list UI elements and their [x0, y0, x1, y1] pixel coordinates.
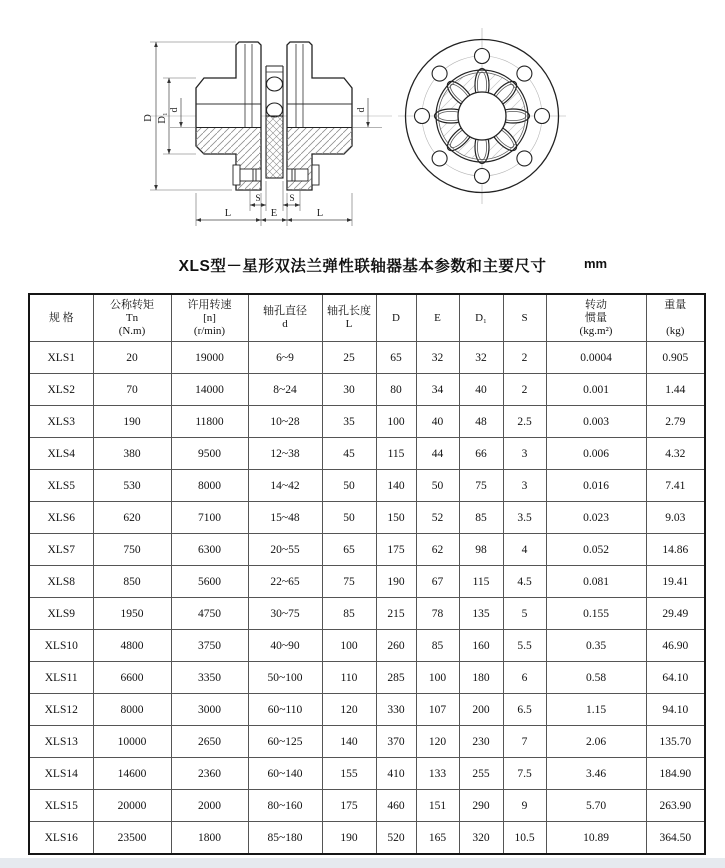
- value-cell: 8000: [171, 470, 248, 502]
- value-cell: 107: [416, 694, 459, 726]
- value-cell: 15~48: [248, 502, 322, 534]
- column-header: 许用转速 [n] (r/min): [171, 294, 248, 342]
- value-cell: 64.10: [646, 662, 705, 694]
- value-cell: 29.49: [646, 598, 705, 630]
- dim-label-D1: D₁: [157, 112, 168, 124]
- value-cell: 11800: [171, 406, 248, 438]
- value-cell: 0.155: [546, 598, 646, 630]
- value-cell: 85: [416, 630, 459, 662]
- value-cell: 0.35: [546, 630, 646, 662]
- value-cell: 4: [503, 534, 546, 566]
- value-cell: 263.90: [646, 790, 705, 822]
- value-cell: 65: [322, 534, 376, 566]
- dim-label-d-right: d: [356, 107, 367, 113]
- value-cell: 25: [322, 342, 376, 374]
- value-cell: 133: [416, 758, 459, 790]
- value-cell: 6: [503, 662, 546, 694]
- table-row: [29, 438, 705, 470]
- spec-cell: XLS4: [29, 438, 93, 470]
- value-cell: 10.5: [503, 822, 546, 855]
- value-cell: 3750: [171, 630, 248, 662]
- value-cell: 9: [503, 790, 546, 822]
- value-cell: 8~24: [248, 374, 322, 406]
- value-cell: 364.50: [646, 822, 705, 855]
- value-cell: 255: [459, 758, 503, 790]
- table-row: [29, 470, 705, 502]
- value-cell: 75: [322, 566, 376, 598]
- value-cell: 2: [503, 374, 546, 406]
- parameter-table: [28, 293, 706, 855]
- value-cell: 14600: [93, 758, 171, 790]
- section-view: [143, 42, 392, 226]
- value-cell: 20: [93, 342, 171, 374]
- column-header: 规 格: [29, 294, 93, 342]
- value-cell: 175: [322, 790, 376, 822]
- value-cell: 0.905: [646, 342, 705, 374]
- value-cell: 620: [93, 502, 171, 534]
- value-cell: 20~55: [248, 534, 322, 566]
- value-cell: 98: [459, 534, 503, 566]
- column-header: 轴孔直径 d: [248, 294, 322, 342]
- value-cell: 75: [459, 470, 503, 502]
- table-row: [29, 502, 705, 534]
- value-cell: 530: [93, 470, 171, 502]
- value-cell: 48: [459, 406, 503, 438]
- column-header: D: [376, 294, 416, 342]
- value-cell: 30~75: [248, 598, 322, 630]
- table-row: [29, 758, 705, 790]
- value-cell: 110: [322, 662, 376, 694]
- table-row: [29, 630, 705, 662]
- value-cell: 165: [416, 822, 459, 855]
- value-cell: 230: [459, 726, 503, 758]
- value-cell: 85: [459, 502, 503, 534]
- value-cell: 190: [376, 566, 416, 598]
- value-cell: 0.003: [546, 406, 646, 438]
- spec-cell: XLS2: [29, 374, 93, 406]
- table-row: [29, 598, 705, 630]
- value-cell: 80~160: [248, 790, 322, 822]
- value-cell: 5: [503, 598, 546, 630]
- value-cell: 2.06: [546, 726, 646, 758]
- dim-label-L-right: L: [316, 208, 324, 219]
- value-cell: 40: [416, 406, 459, 438]
- value-cell: 3350: [171, 662, 248, 694]
- value-cell: 10~28: [248, 406, 322, 438]
- column-header: 公称转矩 Tn (N.m): [93, 294, 171, 342]
- value-cell: 12~38: [248, 438, 322, 470]
- value-cell: 32: [416, 342, 459, 374]
- value-cell: 40~90: [248, 630, 322, 662]
- value-cell: 7.5: [503, 758, 546, 790]
- value-cell: 184.90: [646, 758, 705, 790]
- column-header: D₁: [459, 294, 503, 342]
- value-cell: 40: [459, 374, 503, 406]
- value-cell: 14.86: [646, 534, 705, 566]
- value-cell: 0.016: [546, 470, 646, 502]
- value-cell: 0.081: [546, 566, 646, 598]
- value-cell: 9500: [171, 438, 248, 470]
- value-cell: 60~110: [248, 694, 322, 726]
- value-cell: 62: [416, 534, 459, 566]
- value-cell: 0.0004: [546, 342, 646, 374]
- title-row: [0, 252, 725, 278]
- table-row: [29, 566, 705, 598]
- value-cell: 370: [376, 726, 416, 758]
- header-row: [29, 294, 705, 342]
- value-cell: 3000: [171, 694, 248, 726]
- value-cell: 135: [459, 598, 503, 630]
- value-cell: 32: [459, 342, 503, 374]
- value-cell: 4.5: [503, 566, 546, 598]
- value-cell: 14~42: [248, 470, 322, 502]
- value-cell: 180: [459, 662, 503, 694]
- spec-cell: XLS7: [29, 534, 93, 566]
- value-cell: 151: [416, 790, 459, 822]
- dim-label-S-right: S: [289, 194, 295, 204]
- value-cell: 6.5: [503, 694, 546, 726]
- value-cell: 5.5: [503, 630, 546, 662]
- spec-cell: XLS3: [29, 406, 93, 438]
- value-cell: 85: [322, 598, 376, 630]
- value-cell: 7.41: [646, 470, 705, 502]
- value-cell: 2.79: [646, 406, 705, 438]
- dim-label-S-left: S: [255, 194, 261, 204]
- table-row: [29, 374, 705, 406]
- technical-drawing: [0, 0, 725, 248]
- value-cell: 1800: [171, 822, 248, 855]
- table-row: [29, 406, 705, 438]
- value-cell: 260: [376, 630, 416, 662]
- column-header: S: [503, 294, 546, 342]
- value-cell: 460: [376, 790, 416, 822]
- value-cell: 10000: [93, 726, 171, 758]
- value-cell: 10.89: [546, 822, 646, 855]
- value-cell: 1.15: [546, 694, 646, 726]
- value-cell: 100: [416, 662, 459, 694]
- value-cell: 520: [376, 822, 416, 855]
- value-cell: 200: [459, 694, 503, 726]
- spec-cell: XLS6: [29, 502, 93, 534]
- value-cell: 100: [376, 406, 416, 438]
- value-cell: 23500: [93, 822, 171, 855]
- value-cell: 80: [376, 374, 416, 406]
- value-cell: 160: [459, 630, 503, 662]
- value-cell: 60~140: [248, 758, 322, 790]
- value-cell: 2: [503, 342, 546, 374]
- value-cell: 7100: [171, 502, 248, 534]
- value-cell: 70: [93, 374, 171, 406]
- value-cell: 2360: [171, 758, 248, 790]
- value-cell: 44: [416, 438, 459, 470]
- value-cell: 5600: [171, 566, 248, 598]
- spec-cell: XLS10: [29, 630, 93, 662]
- spec-cell: XLS9: [29, 598, 93, 630]
- value-cell: 4800: [93, 630, 171, 662]
- value-cell: 6~9: [248, 342, 322, 374]
- value-cell: 67: [416, 566, 459, 598]
- value-cell: 3: [503, 470, 546, 502]
- value-cell: 1950: [93, 598, 171, 630]
- value-cell: 6600: [93, 662, 171, 694]
- table-row: [29, 822, 705, 855]
- value-cell: 115: [459, 566, 503, 598]
- dim-label-E: E: [270, 208, 278, 219]
- value-cell: 4750: [171, 598, 248, 630]
- value-cell: 50: [322, 470, 376, 502]
- spec-cell: XLS5: [29, 470, 93, 502]
- table-row: [29, 342, 705, 374]
- value-cell: 45: [322, 438, 376, 470]
- value-cell: 150: [376, 502, 416, 534]
- value-cell: 0.023: [546, 502, 646, 534]
- value-cell: 3.5: [503, 502, 546, 534]
- value-cell: 1.44: [646, 374, 705, 406]
- unit-label: mm: [584, 256, 608, 271]
- value-cell: 85~180: [248, 822, 322, 855]
- value-cell: 4.32: [646, 438, 705, 470]
- value-cell: 320: [459, 822, 503, 855]
- value-cell: 135.70: [646, 726, 705, 758]
- value-cell: 46.90: [646, 630, 705, 662]
- value-cell: 50: [322, 502, 376, 534]
- value-cell: 0.58: [546, 662, 646, 694]
- value-cell: 2.5: [503, 406, 546, 438]
- value-cell: 60~125: [248, 726, 322, 758]
- value-cell: 78: [416, 598, 459, 630]
- spec-cell: XLS15: [29, 790, 93, 822]
- value-cell: 6300: [171, 534, 248, 566]
- value-cell: 155: [322, 758, 376, 790]
- value-cell: 190: [93, 406, 171, 438]
- column-header: 重量 (kg): [646, 294, 705, 342]
- table-body: [29, 342, 705, 855]
- value-cell: 100: [322, 630, 376, 662]
- value-cell: 3: [503, 438, 546, 470]
- dim-label-D: D: [143, 114, 154, 122]
- value-cell: 175: [376, 534, 416, 566]
- value-cell: 750: [93, 534, 171, 566]
- value-cell: 120: [322, 694, 376, 726]
- value-cell: 22~65: [248, 566, 322, 598]
- value-cell: 2650: [171, 726, 248, 758]
- value-cell: 8000: [93, 694, 171, 726]
- value-cell: 285: [376, 662, 416, 694]
- value-cell: 19.41: [646, 566, 705, 598]
- front-view: [398, 28, 566, 204]
- value-cell: 140: [322, 726, 376, 758]
- value-cell: 410: [376, 758, 416, 790]
- value-cell: 30: [322, 374, 376, 406]
- value-cell: 0.006: [546, 438, 646, 470]
- value-cell: 2000: [171, 790, 248, 822]
- spec-cell: XLS13: [29, 726, 93, 758]
- column-header: E: [416, 294, 459, 342]
- value-cell: 0.052: [546, 534, 646, 566]
- value-cell: 35: [322, 406, 376, 438]
- value-cell: 34: [416, 374, 459, 406]
- spec-cell: XLS8: [29, 566, 93, 598]
- spec-cell: XLS12: [29, 694, 93, 726]
- value-cell: 52: [416, 502, 459, 534]
- value-cell: 380: [93, 438, 171, 470]
- value-cell: 3.46: [546, 758, 646, 790]
- table-row: [29, 726, 705, 758]
- table-row: [29, 662, 705, 694]
- value-cell: 0.001: [546, 374, 646, 406]
- value-cell: 50: [416, 470, 459, 502]
- table-row: [29, 694, 705, 726]
- page-title: XLS型－星形双法兰弹性联轴器基本参数和主要尺寸: [178, 258, 547, 275]
- value-cell: 330: [376, 694, 416, 726]
- value-cell: 140: [376, 470, 416, 502]
- value-cell: 14000: [171, 374, 248, 406]
- value-cell: 7: [503, 726, 546, 758]
- value-cell: 20000: [93, 790, 171, 822]
- center-bore: [458, 92, 506, 140]
- spec-cell: XLS14: [29, 758, 93, 790]
- spec-cell: XLS1: [29, 342, 93, 374]
- value-cell: 94.10: [646, 694, 705, 726]
- spec-cell: XLS11: [29, 662, 93, 694]
- value-cell: 50~100: [248, 662, 322, 694]
- dim-label-L-left: L: [224, 208, 232, 219]
- column-header: 转动 惯量 (kg.m²): [546, 294, 646, 342]
- value-cell: 65: [376, 342, 416, 374]
- table-row: [29, 534, 705, 566]
- value-cell: 5.70: [546, 790, 646, 822]
- value-cell: 9.03: [646, 502, 705, 534]
- column-header: 轴孔长度 L: [322, 294, 376, 342]
- value-cell: 215: [376, 598, 416, 630]
- value-cell: 19000: [171, 342, 248, 374]
- value-cell: 115: [376, 438, 416, 470]
- dim-label-d-left: d: [169, 107, 180, 113]
- value-cell: 120: [416, 726, 459, 758]
- value-cell: 290: [459, 790, 503, 822]
- value-cell: 850: [93, 566, 171, 598]
- value-cell: 66: [459, 438, 503, 470]
- spec-cell: XLS16: [29, 822, 93, 855]
- value-cell: 190: [322, 822, 376, 855]
- table-row: [29, 790, 705, 822]
- bottom-strip: [0, 858, 725, 868]
